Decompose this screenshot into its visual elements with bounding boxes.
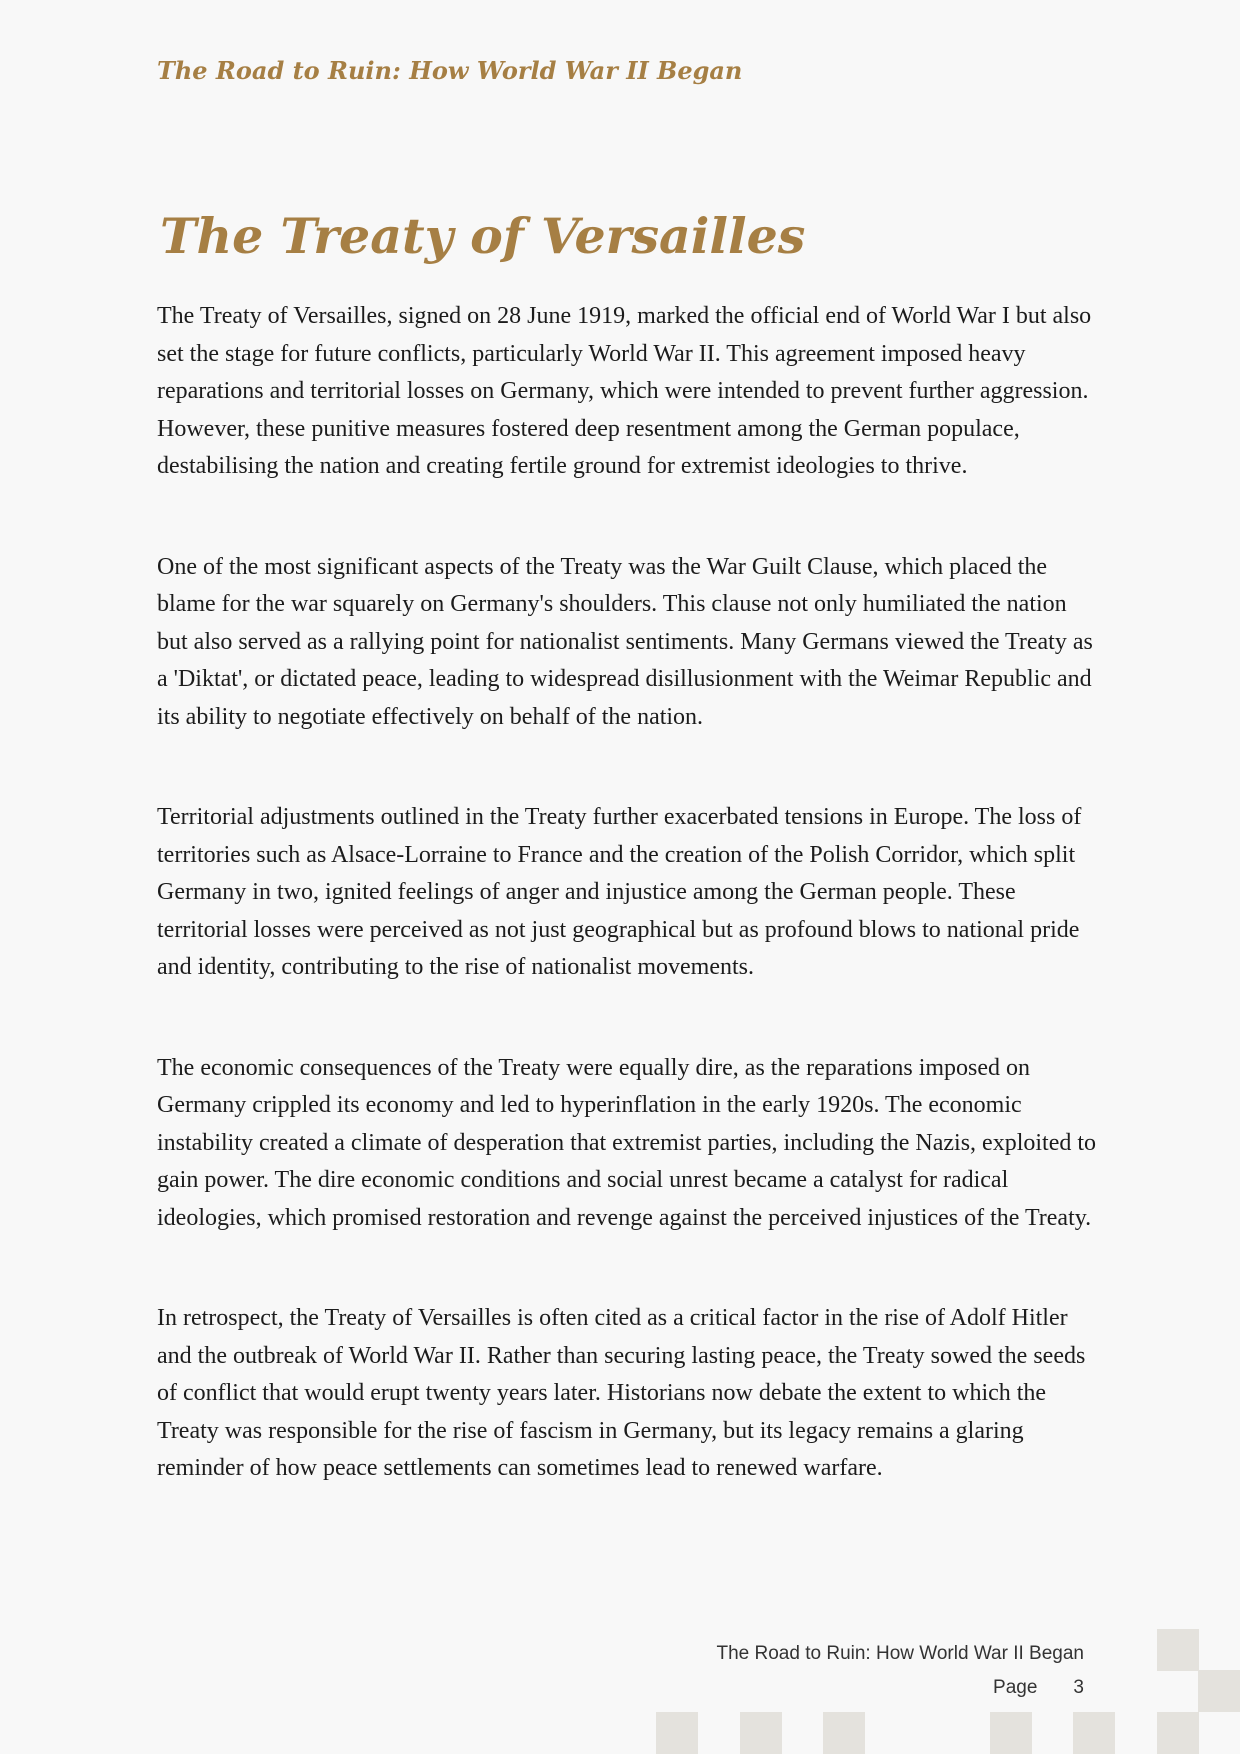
footer-title: The Road to Ruin: How World War II Began xyxy=(716,1643,1084,1664)
decorative-square xyxy=(1157,1629,1199,1671)
body-paragraph: Territorial adjustments outlined in the Treaty further exacerbated tensions in Europe. The loss of territories such as Alsace-Lorraine to France and the creation of the Polish Corridor, which split Germany in two, ignited feelings of anger and injustice among the German people. These territorial losses were perceived as not just geographical but as profound blows to national pride and identity, contributing to the rise of nationalist movements. xyxy=(157,804,1082,980)
page-label: Page xyxy=(993,1677,1038,1698)
decorative-square xyxy=(1198,1670,1240,1712)
body-paragraph: The Treaty of Versailles, signed on 28 June 1919, marked the official end of World War I but also set the stage for future conflicts, particularly World War II. This agreement imposed heavy reparations and territorial losses on Germany, which were intended to prevent further aggression. However, these punitive measures fostered deep resentment among the German populace, destabilising the nation and creating fertile ground for extremist ideologies to thrive. xyxy=(157,303,1092,479)
page-number-value: 3 xyxy=(1073,1677,1084,1698)
body-paragraph: One of the most significant aspects of the Treaty was the War Guilt Clause, which placed the blame for the war squarely on Germany's shoulders. This clause not only humiliated the nation but also served as a rallying point for nationalist sentiments. Many Germans viewed the Treaty as a 'Diktat', or dictated peace, leading to widespread disillusionment with the Weimar Republic and its ability to negotiate effectively on behalf of the nation. xyxy=(157,553,1093,730)
chapter-title: The Treaty of Versailles xyxy=(160,207,806,265)
decorative-square xyxy=(740,1712,782,1754)
decorative-square xyxy=(1073,1712,1115,1754)
decorative-square xyxy=(823,1712,865,1754)
chapter-body xyxy=(157,298,1097,1551)
body-paragraph: In retrospect, the Treaty of Versailles is often cited as a critical factor in the rise of Adolf Hitler and the outbreak of World War II. Rather than securing lasting peace, the Treaty sowed the seeds of conflict that would erupt twenty years later. Historians now debate the extent to which the Treaty was responsible for the rise of fascism in Germany, but its legacy remains a glaring reminder of how peace settlements can sometimes lead to renewed warfare. xyxy=(157,1305,1086,1481)
decorative-square xyxy=(1157,1712,1199,1754)
decorative-square xyxy=(656,1712,698,1754)
running-header-title: The Road to Ruin: How World War II Began xyxy=(157,56,743,85)
page-number xyxy=(717,1671,1085,1705)
body-paragraph: The economic consequences of the Treaty were equally dire, as the reparations imposed on Germany crippled its economy and led to hyperinflation in the early 1920s. The economic instability created a climate of desperation that extremist parties, including the Nazis, exploited to gain power. The dire economic conditions and social unrest became a catalyst for radical ideologies, which promised restoration and revenge against the perceived injustices of the Treaty. xyxy=(157,1054,1097,1231)
decorative-square xyxy=(990,1712,1032,1754)
page-footer xyxy=(717,1637,1085,1705)
